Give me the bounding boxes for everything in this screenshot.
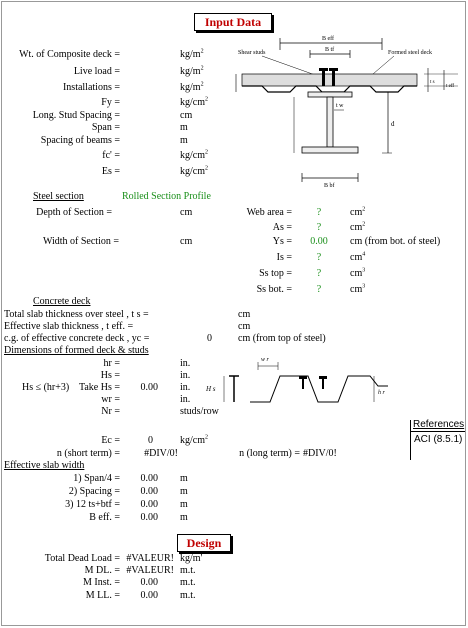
take-hs-unit: in. [180, 382, 191, 393]
input-label-stud-spacing: Long. Stud Spacing = [32, 110, 120, 121]
cg-concrete-label: c.g. of effective concrete deck , yc = [4, 333, 150, 344]
input-label-deck-weight: Wt. of Composite deck = [19, 49, 120, 60]
ss-top-unit: $cm^3$ [350, 267, 366, 279]
input-data-title: Input Data [194, 13, 272, 31]
take-hs-label: Take Hs = [78, 382, 120, 393]
total-slab-thickness-label: Total slab thickness over steel , t s = [4, 309, 149, 320]
m-ll-value: 0.00 [140, 590, 158, 601]
wr-label: wr = [101, 394, 120, 405]
total-dead-load-label: Total Dead Load = [44, 553, 120, 564]
input-label-installations: Installations = [62, 82, 120, 93]
span-quarter-label: 1) Span/4 = [73, 473, 120, 484]
m-inst-unit: m.t. [180, 577, 196, 588]
b-eff-label: B eff [322, 36, 335, 42]
spacing-label: 2) Spacing = [68, 486, 120, 497]
references-aci: ACI (8.5.1) [414, 434, 463, 445]
n-short-value: #DIV/0! [144, 448, 178, 459]
is-value: ? [316, 252, 322, 263]
steel-section-heading: Steel section [33, 191, 84, 202]
web-area-unit: $cm^2$ [350, 206, 366, 218]
deck-stud-diagram [198, 346, 394, 416]
ys-value: 0.00 [310, 236, 328, 247]
ec-unit: $kg/cm^2$ [180, 434, 208, 446]
web-area-value: ? [316, 207, 322, 218]
hr-label: hr = [103, 358, 120, 369]
ss-top-label: Ss top = [259, 268, 292, 279]
ss-top-value: ? [316, 268, 322, 279]
input-label-fy: Fy = [101, 97, 120, 108]
d-label: d [391, 120, 395, 128]
rolled-section-profile-label: Rolled Section Profile [122, 191, 211, 202]
n-long-label: n (long term) = [239, 448, 300, 459]
span-quarter-value: 0.00 [140, 473, 158, 484]
total-slab-thickness-unit: cm [238, 309, 251, 320]
effective-slab-thickness-label: Effective slab thickness , t eff. = [4, 321, 134, 332]
depth-of-section-unit: cm [180, 207, 193, 218]
tw-label: t w [336, 103, 344, 109]
ss-bot-label: Ss bot. = [256, 284, 292, 295]
hs-limit-label: Hs ≤ (hr+3) [22, 382, 70, 393]
m-inst-label: M Inst. = [82, 577, 120, 588]
wr-diagram-label: w r [261, 357, 269, 363]
input-unit-live-load: $kg/m^2$ [180, 65, 204, 77]
input-unit-installations: $kg/m^2$ [180, 81, 204, 93]
m-ll-unit: m.t. [180, 590, 196, 601]
as-unit: $cm^2$ [350, 221, 366, 233]
m-ll-label: M LL. = [85, 590, 120, 601]
ts-btf-value: 0.00 [140, 499, 158, 510]
input-unit-deck-weight: $kg/m^2$ [180, 48, 204, 60]
ec-value: 0 [148, 435, 153, 446]
input-label-beam-spacing: Spacing of beams = [40, 135, 120, 146]
total-dead-load-unit: kg/m' [180, 553, 203, 564]
is-unit: $cm^4$ [350, 251, 366, 263]
as-label: As = [272, 222, 292, 233]
ys-unit: cm (from bot. of steel) [350, 236, 441, 247]
ec-label: Ec = [101, 435, 120, 446]
hs-label: Hs = [100, 370, 120, 381]
span-quarter-unit: m [180, 473, 188, 484]
wr-unit: in. [180, 394, 191, 405]
nr-unit: studs/row [180, 406, 219, 417]
hs-unit: in. [180, 370, 191, 381]
take-hs-value: 0.00 [140, 382, 158, 393]
input-unit-beam-spacing: m [180, 135, 188, 146]
total-dead-load-value: #VALEUR! [126, 553, 174, 564]
formed-deck-label: Formed steel deck [388, 50, 432, 56]
input-label-span: Span = [91, 122, 120, 133]
input-unit-stud-spacing: cm [180, 110, 193, 121]
ts-btf-unit: m [180, 499, 188, 510]
input-unit-fy: $kg/cm^2$ [180, 96, 208, 108]
b-eff-unit: m [180, 512, 188, 523]
m-dl-label: M DL. = [84, 565, 120, 576]
hr-unit: in. [180, 358, 191, 369]
b-eff-value: 0.00 [140, 512, 158, 523]
spacing-unit: m [180, 486, 188, 497]
hr-diagram-label: h r [378, 390, 385, 396]
input-label-live-load: Live load = [73, 66, 120, 77]
n-long-value: #DIV/0! [303, 448, 337, 459]
b-eff-label-row: B eff. = [89, 512, 120, 523]
depth-of-section-label: Depth of Section = [36, 207, 112, 218]
input-unit-span: m [180, 122, 188, 133]
as-value: ? [316, 222, 322, 233]
effective-slab-thickness-unit: cm [238, 321, 251, 332]
effective-slab-width-heading: Effective slab width [4, 460, 85, 471]
is-label: Is = [276, 252, 292, 263]
cg-concrete-value: 0 [207, 333, 212, 344]
m-dl-unit: m.t. [180, 565, 196, 576]
n-short-label: n (short term) = [56, 448, 120, 459]
m-dl-value: #VALEUR! [126, 565, 174, 576]
ts-btf-label: 3) 12 ts+btf = [65, 499, 120, 510]
b-bf-label: B bf [324, 183, 335, 189]
input-label-fc: fc' = [102, 150, 120, 161]
width-of-section-unit: cm [180, 236, 193, 247]
hs-diagram-label: H s [206, 385, 216, 393]
spacing-value: 0.00 [140, 486, 158, 497]
b-tf-label: B tf [325, 47, 335, 53]
ys-label: Ys = [272, 236, 292, 247]
ts-label: t s [430, 80, 435, 85]
ss-bot-value: ? [316, 284, 322, 295]
input-unit-es: $kg/cm^2$ [180, 165, 208, 177]
concrete-deck-heading: Concrete deck [33, 296, 91, 307]
design-title: Design [177, 534, 231, 552]
cg-concrete-unit: cm (from top of steel) [238, 333, 326, 344]
teff-label: t eff [446, 84, 455, 89]
web-area-label: Web area = [246, 207, 292, 218]
nr-label: Nr = [101, 406, 120, 417]
ss-bot-unit: $cm^3$ [350, 283, 366, 295]
m-inst-value: 0.00 [140, 577, 158, 588]
shear-studs-label: Shear studs [238, 50, 266, 56]
composite-section-diagram [232, 30, 460, 195]
references-divider [410, 431, 465, 432]
dims-formed-deck-heading: Dimensions of formed deck & studs [4, 345, 149, 356]
width-of-section-label: Width of Section = [42, 236, 119, 247]
input-unit-fc: $kg/cm^2$ [180, 149, 208, 161]
input-label-es: Es = [101, 166, 120, 177]
references-heading: References [413, 419, 465, 430]
